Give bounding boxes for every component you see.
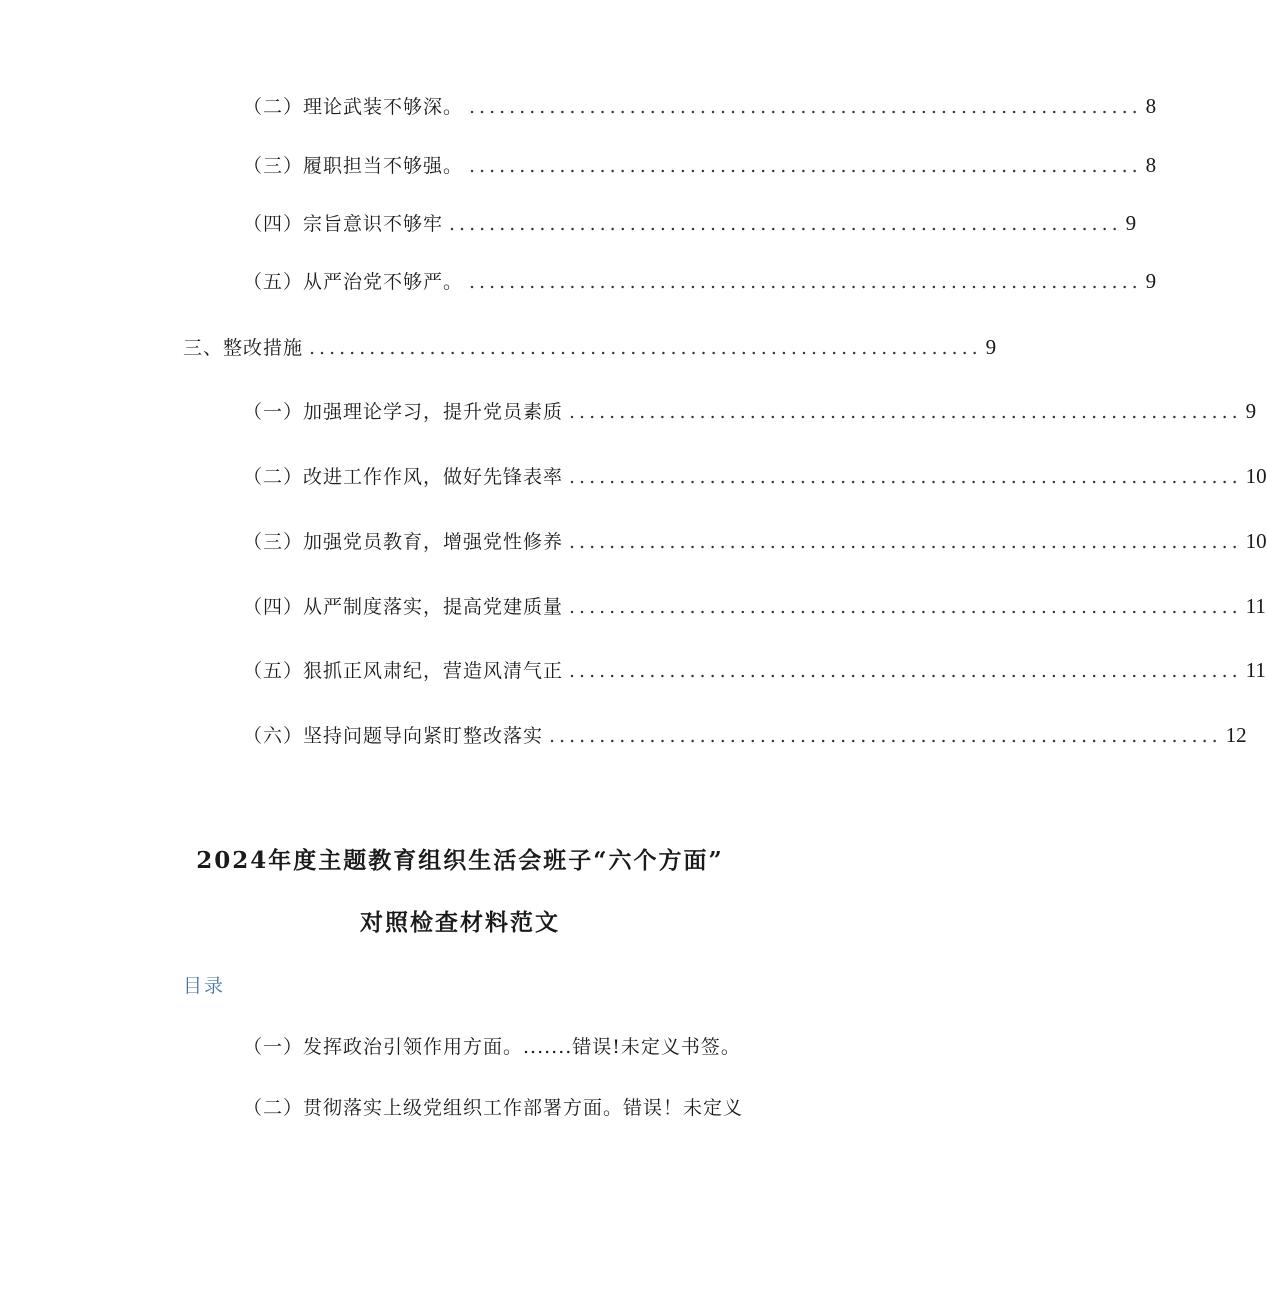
toc-entry-text: （五）从严治党不够严。 — [243, 271, 464, 293]
toc-entry-text: （二）改进工作作风，做好先锋表率 — [243, 466, 564, 488]
document-title-line-1: 2024年度主题教育组织生活会班子“六个方面” — [196, 847, 724, 874]
toc-leader-dots: ................................................................... — [449, 213, 1122, 235]
toc-page-number: 8 — [1145, 94, 1157, 118]
toc-entry-text: 三、整改措施 — [183, 337, 304, 359]
toc-leader-dots: ................................................................... — [569, 401, 1242, 423]
toc-leader-dots: ................................................................... — [569, 466, 1242, 488]
toc-entry-text: （三）履职担当不够强。 — [243, 155, 464, 177]
toc-entry-text: （一）加强理论学习，提升党员素质 — [243, 401, 564, 423]
toc-leader-dots: ................................................................... — [469, 271, 1142, 293]
toc-entry[interactable] — [243, 153, 1157, 178]
toc-entry[interactable] — [183, 335, 997, 360]
toc-page-number: 11 — [1245, 594, 1266, 618]
body-line-2: （二）贯彻落实上级党组织工作部署方面。错误！未定义 — [243, 1097, 744, 1119]
toc-page-number: 10 — [1245, 464, 1267, 488]
toc-page-number: 10 — [1245, 529, 1267, 553]
toc-entry[interactable] — [243, 594, 1266, 619]
toc-leader-dots: ................................................................... — [469, 96, 1142, 118]
toc-entry[interactable] — [243, 269, 1157, 294]
toc-page-number: 11 — [1245, 658, 1266, 682]
toc-page-number: 9 — [1125, 211, 1137, 235]
toc-page-number: 8 — [1145, 153, 1157, 177]
toc-leader-dots: ................................................................... — [569, 660, 1242, 682]
toc-leader-dots: ................................................................... — [549, 725, 1222, 747]
toc-entry-text: （六）坚持问题导向紧盯整改落实 — [243, 725, 544, 747]
toc-entry[interactable] — [243, 211, 1137, 236]
toc-entry-text: （四）宗旨意识不够牢 — [243, 213, 444, 235]
toc-page-number: 9 — [985, 335, 997, 359]
toc-leader-dots: ................................................................... — [469, 155, 1142, 177]
toc-entry-text: （三）加强党员教育，增强党性修养 — [243, 531, 564, 553]
toc-entry[interactable] — [243, 94, 1157, 119]
toc-entry[interactable] — [243, 658, 1266, 683]
toc-entry[interactable] — [243, 529, 1267, 554]
toc-entry[interactable] — [243, 464, 1267, 489]
body-line-1: （一）发挥政治引领作用方面。.......错误!未定义书签。 — [243, 1036, 741, 1058]
toc-page-number: 9 — [1145, 269, 1157, 293]
toc-page-number: 9 — [1245, 399, 1257, 423]
toc-leader-dots: ................................................................... — [569, 596, 1242, 618]
toc-entry-text: （四）从严制度落实，提高党建质量 — [243, 596, 564, 618]
toc-leader-dots: ................................................................... — [569, 531, 1242, 553]
toc-heading-link[interactable]: 目录 — [183, 975, 226, 997]
toc-entry-text: （五）狠抓正风肃纪，营造风清气正 — [243, 660, 564, 682]
document-title-line-2: 对照检查材料范文 — [360, 909, 560, 936]
toc-entry-text: （二）理论武装不够深。 — [243, 96, 464, 118]
toc-page-number: 12 — [1225, 723, 1247, 747]
toc-entry[interactable] — [243, 723, 1247, 748]
toc-leader-dots: ................................................................... — [309, 337, 982, 359]
toc-entry[interactable] — [243, 399, 1257, 424]
